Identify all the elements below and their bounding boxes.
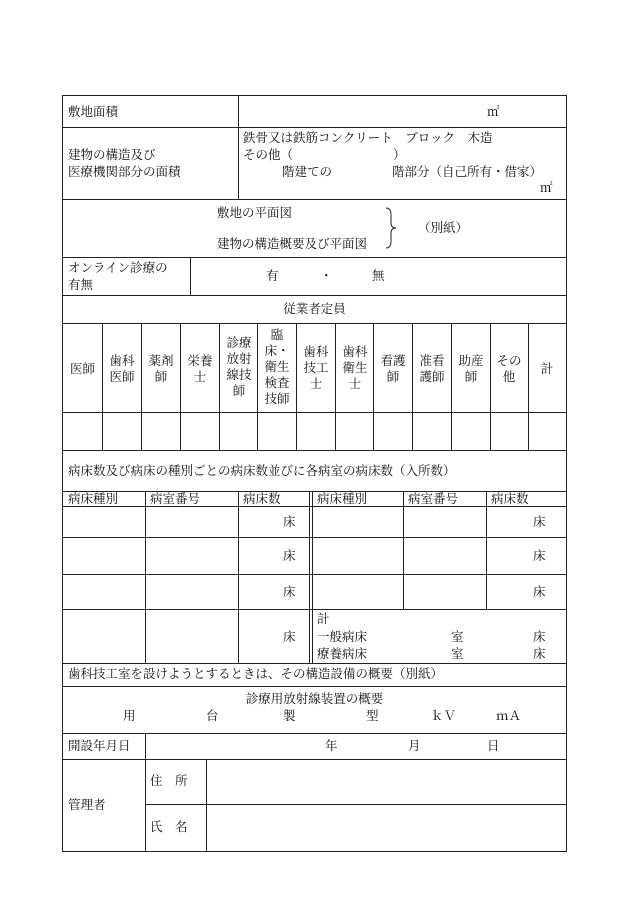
rule — [63, 759, 566, 760]
rule — [145, 733, 146, 759]
bed-col-room-right: 病室番号 — [408, 491, 459, 506]
rule — [63, 686, 566, 687]
rule — [486, 491, 487, 609]
clinic-form — [62, 95, 567, 852]
bed-unit: 床 — [283, 514, 296, 529]
rule — [63, 733, 566, 734]
bed-unit: 床 — [533, 629, 546, 644]
bed-unit: 床 — [283, 629, 296, 644]
room-unit: 室 — [451, 629, 464, 644]
opening-year: 年 — [325, 738, 338, 753]
structure-floors: 階建ての — [282, 164, 333, 179]
structure-other: その他（ ） — [243, 147, 406, 162]
rule — [63, 609, 566, 610]
rule — [490, 323, 491, 450]
rule — [528, 323, 529, 450]
bed-unit: 床 — [533, 646, 546, 661]
staff-col-other: その他 — [496, 353, 522, 384]
xray-maker: 製 — [283, 708, 296, 723]
bed-unit: 床 — [283, 548, 296, 563]
rule — [63, 127, 566, 128]
structure-label-line1: 建物の構造及び — [68, 147, 156, 162]
general-bed-label: 一般病床 — [317, 629, 368, 644]
staff-col-dentist: 歯科医師 — [109, 353, 135, 384]
attachment-note: （別紙） — [418, 220, 469, 235]
rule — [145, 804, 566, 805]
rule — [63, 295, 566, 296]
building-plan-label: 建物の構造概要及び平面図 — [217, 236, 368, 251]
rule — [309, 491, 310, 663]
online-dot: ・ — [320, 268, 333, 283]
brace-icon — [384, 206, 398, 250]
bed-unit: 床 — [283, 584, 296, 599]
bed-col-count-left: 病床数 — [243, 491, 281, 506]
staff-col-pharmacist: 薬剤師 — [148, 353, 174, 384]
bed-col-type-right: 病床種別 — [317, 491, 368, 506]
staff-col-total: 計 — [540, 361, 554, 376]
staff-col-assistant-nurse: 准看護師 — [419, 353, 445, 384]
online-label-line1: オンライン診療の — [68, 260, 168, 275]
rule — [219, 323, 220, 450]
manager-label: 管理者 — [68, 797, 106, 812]
rule — [403, 491, 404, 609]
rule — [238, 96, 239, 199]
rule — [141, 323, 142, 450]
staff-col-radiologist: 診療放射線技師 — [226, 335, 252, 398]
rule — [190, 257, 191, 295]
beds-title: 病床数及び病床の種別ごとの病床数並びに各病室の病床数（入所数） — [68, 463, 456, 478]
rule — [63, 257, 566, 258]
staff-col-dental-technician: 歯科技工士 — [303, 344, 329, 391]
bed-total-label: 計 — [317, 611, 330, 626]
online-yes: 有 — [266, 268, 279, 283]
rule — [63, 537, 566, 538]
rule — [238, 491, 239, 663]
online-label-line2: 有無 — [68, 277, 94, 292]
opening-month: 月 — [408, 738, 421, 753]
opening-date-label: 開設年月日 — [68, 738, 131, 753]
structure-label-line2: 医療機関部分の面積 — [68, 164, 181, 179]
rule — [312, 491, 313, 663]
rule — [102, 323, 103, 450]
xray-units: 台 — [206, 708, 219, 723]
manager-name-label: 氏 名 — [150, 819, 188, 834]
bed-col-room-left: 病室番号 — [150, 491, 201, 506]
rule — [63, 450, 566, 451]
structure-materials: 鉄骨又は鉄筋コンクリート ブロック 木造 — [243, 130, 493, 145]
bed-unit: 床 — [533, 548, 546, 563]
bed-col-count-right: 病床数 — [491, 491, 529, 506]
site-area-unit: ㎡ — [487, 104, 500, 119]
bed-unit: 床 — [533, 584, 546, 599]
xray-use: 用 — [123, 708, 136, 723]
structure-unit: ㎡ — [540, 180, 553, 195]
rule — [206, 759, 207, 851]
dental-lab-note: 歯科技工室を設けようとするときは、その構造設備の概要（別紙） — [68, 666, 444, 681]
bed-unit: 床 — [533, 514, 546, 529]
rule — [296, 323, 297, 450]
xray-title: 診療用放射線装置の概要 — [245, 691, 384, 706]
staff-col-lab-technician: 臨床・衛生検査技師 — [264, 327, 290, 406]
xray-ma: ｍＡ — [496, 708, 522, 723]
site-plan-label: 敷地の平面図 — [217, 205, 293, 220]
staff-col-dietitian: 栄養士 — [187, 353, 213, 384]
staff-col-dental-hygienist: 歯科衛生士 — [342, 344, 368, 391]
room-unit: 室 — [451, 646, 464, 661]
staff-col-midwife: 助産師 — [458, 353, 484, 384]
xray-model: 型 — [366, 708, 379, 723]
manager-address-label: 住 所 — [150, 773, 188, 788]
rule — [451, 323, 452, 450]
rule — [63, 199, 566, 200]
rule — [412, 323, 413, 450]
bed-col-type-left: 病床種別 — [68, 491, 119, 506]
rule — [373, 323, 374, 450]
staff-col-doctor: 医師 — [69, 361, 95, 376]
rule — [63, 663, 566, 664]
rule — [63, 574, 566, 575]
online-no: 無 — [372, 268, 385, 283]
xray-kv: ｋＶ — [431, 708, 457, 723]
rule — [180, 323, 181, 450]
rule — [145, 759, 146, 851]
rule — [257, 323, 258, 450]
staff-title: 従業者定員 — [283, 301, 346, 316]
rule — [335, 323, 336, 450]
structure-floor-part: 階部分（自己所有・借家） — [392, 164, 543, 179]
staff-col-nurse: 看護師 — [380, 353, 406, 384]
recuperation-bed-label: 療養病床 — [317, 646, 368, 661]
site-area-label: 敷地面積 — [68, 104, 119, 119]
opening-day: 日 — [487, 738, 500, 753]
rule — [145, 491, 146, 663]
